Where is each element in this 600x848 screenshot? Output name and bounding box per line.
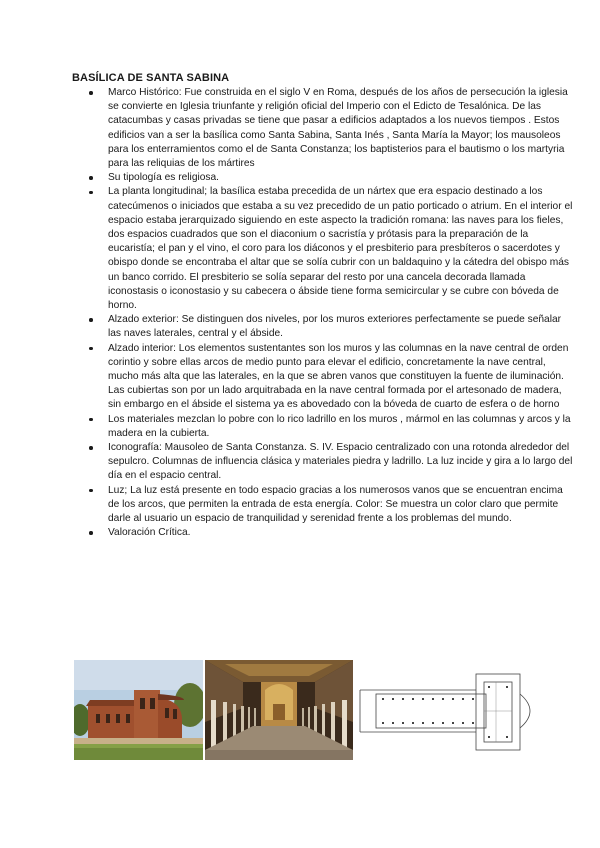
list-item-materiales: Los materiales mezclan lo pobre con lo rico ladrillo en los muros , mármol en las columnas y arcos y la madera en la cubierta. — [108, 413, 573, 441]
list-item-alzado-interior: Alzado interior: Los elementos sustentantes son los muros y las columnas en la nave central de orden corintio y sobre ellas arcos de medio punto para elevar el edificio, concretamente la nave central, mucho más alta que las laterales, en la que se abren vanos que constituyen la fuente de iluminación. Las cubiertas son por un lado arquitrabada en la nave central formada por el artesonado de madera, sin embargo en el ábside el sistema ya es abovedado con la bóveda de cuarto de esfera o de horno — [108, 342, 573, 413]
list-item-iconografia: Iconografía: Mausoleo de Santa Constanza. S. IV. Espacio centralizado con una rotonda alrededor del sepulcro. Columnas de influencia clásica y materiales piedra y ladrillo. La luz incide y gira a lo largo del día en el espacio central. — [108, 441, 573, 484]
list-item-alzado-exterior: Alzado exterior: Se distinguen dos niveles, por los muros exteriores perfectamente se puede señalar las naves laterales, central y el ábside. — [108, 313, 573, 341]
nave-interior-photo — [205, 660, 353, 760]
list-item-luz: Luz; La luz está presente en todo espacio gracias a los numerosos vanos que se encuentran encima de los arcos, que permiten la entrada de esta energía. Color: Se muestra un color claro que permite darle al usuario un espacio de tranquilidad y serenidad frente a los problemas del mundo. — [108, 484, 573, 527]
list-item-marco-historico: Marco Histórico: Fue construida en el siglo V en Roma, después de los años de persecución la iglesia se convierte en Iglesia triunfante y religión oficial del Imperio con el Edicto de Tesalónica. De las catacumbas y casas privadas se tiene que pasar a edificios adaptados a los nuevos tiempos . Estos edificios van a ser la basílica como Santa Sabina, Santa Inés , Santa María la Mayor; los mausoleos para los enterramientos como el de Santa Constanza; los baptisterios para el bautismo o los martyria para las reliquias de los mártires — [108, 86, 573, 171]
list-item-planta: La planta longitudinal; la basílica estaba precedida de un nártex que era espacio destinado a los catecúmenos o iniciados que estaba a su vez precedido de un patio porticado o atrium. En el interior el espacio estaba jerarquizado siguiendo en este aspecto la tradición romana: las naves para los fieles, dos espacios cuadrados que son el diaconium o sacristía y prótasis para la preparación de la eucaristía; el pan y el vino, el coro para los diáconos y el presbiterio para presbíteros o sacerdotes y obispo donde se encontraba el altar que se solía cubrir con un baldaquino y la cátedra del obispo más un banco corrido. El presbiterio se solía separar del resto por una cancela decorada llamada iconostasis o iconostasio y su cabecera o ábside tiene forma semicircular y se cubre con bóveda de horno. — [108, 185, 573, 313]
list-item-valoracion: Valoración Crítica. — [108, 526, 573, 540]
list-item-tipologia: Su tipología es religiosa. — [108, 171, 573, 185]
floor-plan-drawing — [356, 660, 544, 760]
document-title: BASÍLICA DE SANTA SABINA — [72, 72, 230, 84]
photo-strip — [74, 660, 544, 760]
church-exterior-photo — [74, 660, 203, 760]
bullet-list — [72, 86, 573, 541]
